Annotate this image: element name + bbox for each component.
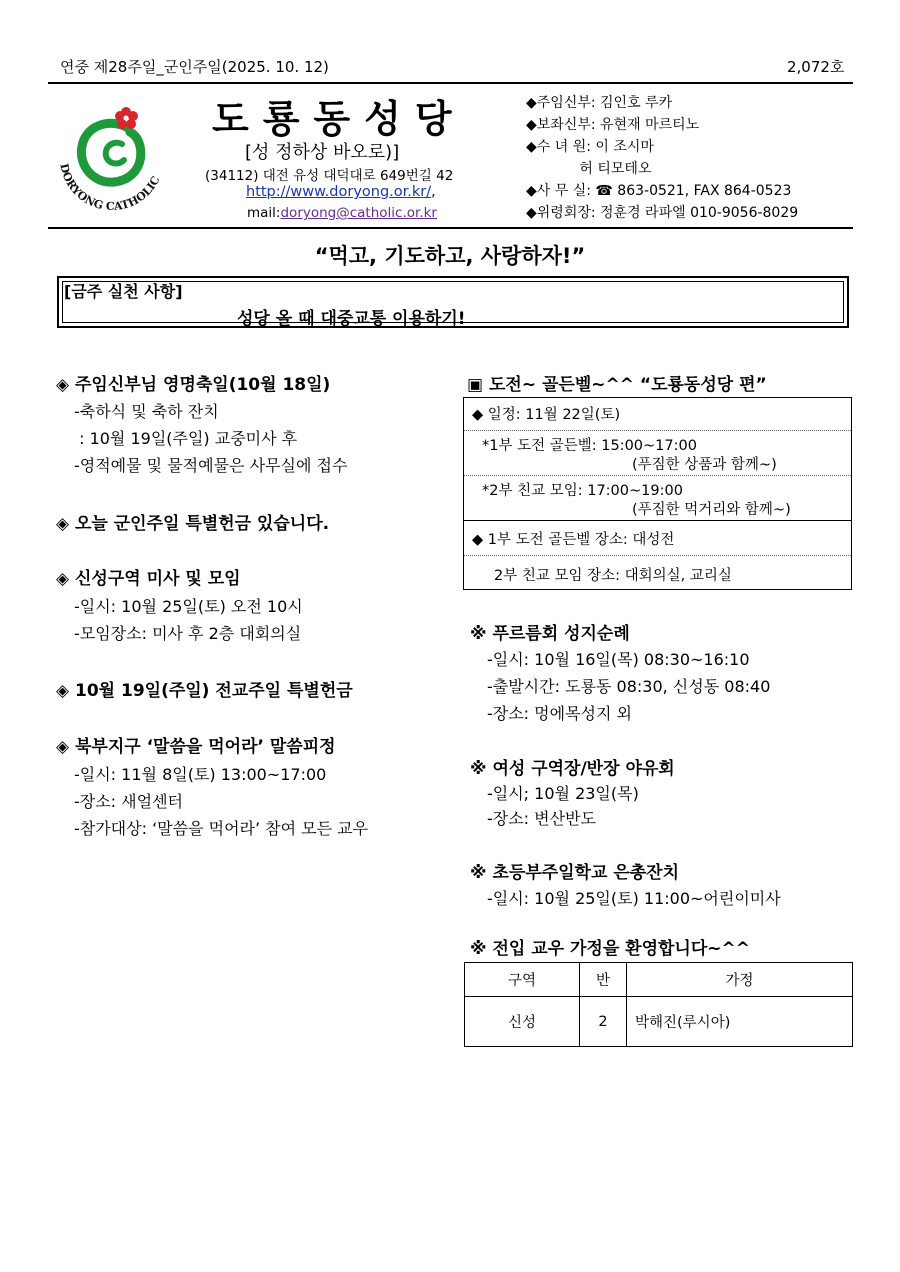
address: (34112) 대전 유성 대덕대로 649번길 42 xyxy=(205,168,454,184)
mail-line: mail:doryong@catholic.or.kr xyxy=(247,205,437,221)
list-item: -모임장소: 미사 후 2층 대회의실 xyxy=(74,624,302,643)
staff-sisters: ◆수 녀 원: 이 조시마 xyxy=(526,139,654,155)
practice-text: 성당 올 때 대중교통 이용하기! xyxy=(237,309,466,329)
church-logo xyxy=(52,100,172,210)
mail-link[interactable]: doryong@catholic.or.kr xyxy=(280,205,437,221)
staff-pastor: ◆주임신부: 김인호 루카 xyxy=(526,95,673,111)
list-item: -축하식 및 축하 잔치 xyxy=(74,402,219,421)
list-item: : 10월 19일(주일) 교중미사 후 xyxy=(74,429,298,448)
section-pilgrimage: ※ 푸르름회 성지순례 xyxy=(470,624,630,644)
section-picnic: ※ 여성 구역장/반장 야유회 xyxy=(470,759,675,779)
cell-ban: 2 xyxy=(580,997,627,1047)
section-mission: ◈ 10월 19일(주일) 전교주일 특별헌금 xyxy=(56,681,353,701)
table-row xyxy=(465,997,853,1047)
section-feast: ◈ 주임신부님 영명축일(10월 18일) xyxy=(56,375,331,395)
section-golden-bell: ▣ 도전~ 골든벨~^^ “도룡동성당 편” xyxy=(467,375,767,395)
cell-family: 박해진(루시아) xyxy=(627,997,853,1047)
staff-memorial: ◆위령회장: 정훈경 라파엘 010-9056-8029 xyxy=(526,205,799,221)
practice-box xyxy=(57,276,849,328)
list-item: -영적예물 및 물적예물은 사무실에 접수 xyxy=(74,456,348,475)
col-header: 반 xyxy=(580,963,627,997)
golden-part2-note: (푸짐한 먹거리와 함께~) xyxy=(632,502,791,518)
section-welcome: ※ 전입 교우 가정을 환영합니다~^^ xyxy=(470,939,750,959)
golden-part1-note: (푸짐한 상품과 함께~) xyxy=(632,457,777,473)
website-link[interactable]: http://www.doryong.or.kr/ xyxy=(246,184,432,200)
list-item: -일시: 11월 8일(토) 13:00~17:00 xyxy=(74,765,327,784)
website-line: http://www.doryong.or.kr/, xyxy=(246,184,436,200)
col-header: 가정 xyxy=(627,963,853,997)
section-retreat: ◈ 북부지구 ‘말씀을 먹어라’ 말씀피정 xyxy=(56,737,336,757)
patron-saint: [성 정하상 바오로)] xyxy=(245,142,400,163)
col-header: 구역 xyxy=(465,963,580,997)
staff-assistant: ◆보좌신부: 유현재 마르티노 xyxy=(526,117,700,133)
header-bottom-rule xyxy=(48,227,853,229)
golden-date: ◆ 일정: 11월 22일(토) xyxy=(472,407,621,423)
welcome-table xyxy=(464,962,853,1047)
slogan: “먹고, 기도하고, 사랑하자!” xyxy=(314,244,586,268)
section-military: ◈ 오늘 군인주일 특별헌금 있습니다. xyxy=(56,514,330,534)
golden-part1: *1부 도전 골든벨: 15:00~17:00 xyxy=(482,438,697,454)
list-item: -일시: 10월 25일(토) 11:00~어린이미사 xyxy=(487,889,781,908)
list-item: -참가대상: ‘말씀을 먹어라’ 참여 모든 교우 xyxy=(74,819,369,838)
church-title: 도룡동성당 xyxy=(212,97,466,141)
list-item: -출발시간: 도룡동 08:30, 신성동 08:40 xyxy=(487,677,771,696)
practice-label: [금주 실천 사항] xyxy=(64,282,183,301)
golden-place2: 2부 친교 모임 장소: 대회의실, 교리실 xyxy=(494,568,732,584)
list-item: -일시; 10월 23일(목) xyxy=(487,784,639,803)
list-item: -일시: 10월 16일(목) 08:30~16:10 xyxy=(487,650,750,669)
issue-number: 2,072호 xyxy=(787,58,845,76)
list-item: -장소: 멍에목성지 외 xyxy=(487,704,632,723)
section-sinseong: ◈ 신성구역 미사 및 모임 xyxy=(56,569,241,589)
header-top-rule xyxy=(48,82,853,84)
cell-district: 신성 xyxy=(465,997,580,1047)
logo-text: DORYONG CATHOLIC xyxy=(57,162,163,210)
section-sunday-school: ※ 초등부주일학교 은총잔치 xyxy=(470,863,680,883)
golden-part2: *2부 친교 모임: 17:00~19:00 xyxy=(482,483,683,499)
staff-office: ◆사 무 실: ☎ 863-0521, FAX 864-0523 xyxy=(526,183,792,199)
list-item: -장소: 새얼센터 xyxy=(74,792,183,811)
issue-info: 연중 제28주일_군인주일(2025. 10. 12) xyxy=(60,58,329,76)
list-item: -일시: 10월 25일(토) 오전 10시 xyxy=(74,597,303,616)
golden-place1: ◆ 1부 도전 골든벨 장소: 대성전 xyxy=(472,532,675,548)
golden-bell-box xyxy=(463,397,852,590)
staff-sisters-2: 허 티모테오 xyxy=(526,161,652,177)
list-item: -장소: 변산반도 xyxy=(487,809,596,828)
